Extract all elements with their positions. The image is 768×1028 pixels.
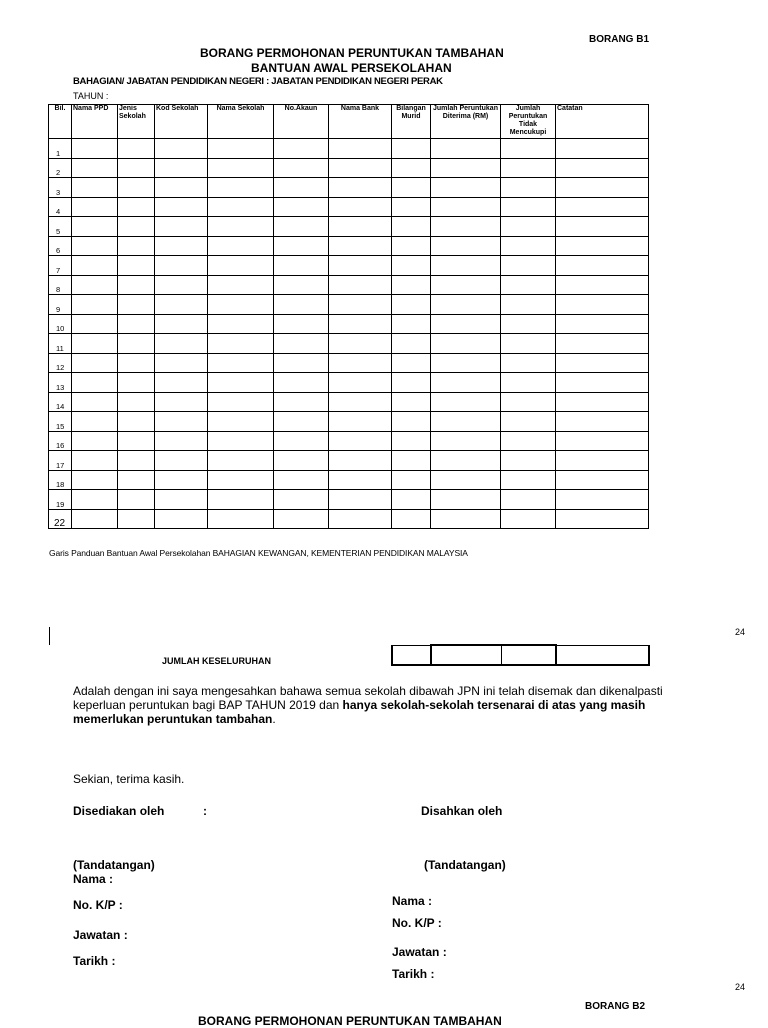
- table-cell[interactable]: [392, 217, 431, 237]
- table-cell[interactable]: [274, 412, 329, 432]
- table-cell[interactable]: [208, 236, 274, 256]
- table-cell[interactable]: [208, 217, 274, 237]
- table-row: [49, 412, 649, 432]
- table-cell[interactable]: [392, 178, 431, 198]
- table-cell[interactable]: [274, 470, 329, 490]
- table-cell[interactable]: [118, 451, 155, 471]
- table-cell[interactable]: [329, 256, 392, 276]
- page-number-2: 24: [735, 982, 746, 992]
- table-cell[interactable]: [118, 158, 155, 178]
- table-cell[interactable]: [556, 470, 649, 490]
- table-cell[interactable]: [72, 451, 118, 471]
- table-cell[interactable]: [392, 392, 431, 412]
- row-number: 11: [49, 334, 72, 354]
- form-title-line2: BANTUAN AWAL PERSEKOLAHAN: [251, 61, 452, 75]
- table-cell[interactable]: [155, 139, 208, 159]
- table-cell[interactable]: [274, 334, 329, 354]
- row-number: 15: [49, 412, 72, 432]
- column-header: Bilangan Murid: [392, 105, 431, 139]
- total-cell-catatan[interactable]: [556, 645, 649, 665]
- table-cell[interactable]: [392, 451, 431, 471]
- table-cell[interactable]: [431, 509, 501, 529]
- table-cell[interactable]: [72, 295, 118, 315]
- table-cell[interactable]: [274, 256, 329, 276]
- row-number: 16: [49, 431, 72, 451]
- table-cell[interactable]: [501, 392, 556, 412]
- table-cell[interactable]: [556, 334, 649, 354]
- row-number: 18: [49, 470, 72, 490]
- column-header: Bil.: [49, 105, 72, 139]
- table-cell[interactable]: [392, 197, 431, 217]
- row-number: 1: [49, 139, 72, 159]
- table-cell[interactable]: [274, 197, 329, 217]
- declaration-end: .: [272, 712, 276, 726]
- table-cell[interactable]: [556, 412, 649, 432]
- table-cell[interactable]: [208, 139, 274, 159]
- table-cell[interactable]: [556, 353, 649, 373]
- total-table: [391, 644, 650, 666]
- form-code-2: BORANG B2: [585, 1001, 646, 1012]
- table-cell[interactable]: [118, 314, 155, 334]
- table-cell[interactable]: [274, 509, 329, 529]
- table-cell[interactable]: [208, 470, 274, 490]
- table-cell[interactable]: [274, 158, 329, 178]
- next-form-title: BORANG PERMOHONAN PERUNTUKAN TAMBAHAN: [198, 1014, 502, 1028]
- table-cell[interactable]: [155, 158, 208, 178]
- approved-by-label: Disahkan oleh: [421, 804, 503, 818]
- closing-text: Sekian, terima kasih.: [73, 772, 185, 786]
- table-cell[interactable]: [501, 314, 556, 334]
- table-cell[interactable]: [329, 412, 392, 432]
- table-cell[interactable]: [556, 217, 649, 237]
- table-cell[interactable]: [208, 373, 274, 393]
- table-cell[interactable]: [155, 509, 208, 529]
- table-cell[interactable]: [155, 412, 208, 432]
- table-cell[interactable]: [274, 431, 329, 451]
- table-cell[interactable]: [118, 412, 155, 432]
- table-cell[interactable]: [72, 490, 118, 510]
- table-cell[interactable]: [556, 178, 649, 198]
- left-position-label: Jawatan :: [73, 928, 128, 942]
- table-cell[interactable]: [208, 197, 274, 217]
- table-cell[interactable]: [155, 431, 208, 451]
- table-cell[interactable]: [72, 158, 118, 178]
- table-cell[interactable]: [431, 451, 501, 471]
- prepared-by-label: Disediakan oleh: [73, 804, 165, 818]
- right-name-label: Nama :: [392, 894, 433, 908]
- table-cell[interactable]: [556, 490, 649, 510]
- table-cell[interactable]: [118, 509, 155, 529]
- table-cell[interactable]: [72, 509, 118, 529]
- table-cell[interactable]: [501, 158, 556, 178]
- table-cell[interactable]: [118, 256, 155, 276]
- table-cell[interactable]: [329, 178, 392, 198]
- table-cell[interactable]: [118, 334, 155, 354]
- table-cell[interactable]: [431, 158, 501, 178]
- table-cell[interactable]: [155, 178, 208, 198]
- table-cell[interactable]: [329, 392, 392, 412]
- table-cell[interactable]: [72, 217, 118, 237]
- total-cell-murid[interactable]: [392, 645, 431, 665]
- table-cell[interactable]: [501, 139, 556, 159]
- right-date-label: Tarikh :: [392, 967, 435, 981]
- table-row: [49, 178, 649, 198]
- total-label: JUMLAH KESELURUHAN: [162, 656, 272, 666]
- table-row: [49, 334, 649, 354]
- table-cell[interactable]: [501, 470, 556, 490]
- table-cell[interactable]: [274, 236, 329, 256]
- table-cell[interactable]: [155, 373, 208, 393]
- table-cell[interactable]: [329, 470, 392, 490]
- table-cell[interactable]: [431, 314, 501, 334]
- table-cell[interactable]: [118, 139, 155, 159]
- table-cell[interactable]: [118, 275, 155, 295]
- table-cell[interactable]: [72, 334, 118, 354]
- table-cell[interactable]: [501, 275, 556, 295]
- table-row: [49, 217, 649, 237]
- table-cell[interactable]: [556, 158, 649, 178]
- table-cell[interactable]: [208, 158, 274, 178]
- table-cell[interactable]: [431, 334, 501, 354]
- application-table: [48, 104, 649, 529]
- table-cell[interactable]: [72, 256, 118, 276]
- table-cell[interactable]: [208, 392, 274, 412]
- table-cell[interactable]: [155, 451, 208, 471]
- table-cell[interactable]: [329, 197, 392, 217]
- table-cell[interactable]: [392, 490, 431, 510]
- table-cell[interactable]: [501, 509, 556, 529]
- table-cell[interactable]: [556, 509, 649, 529]
- row-number: 2: [49, 158, 72, 178]
- table-cell[interactable]: [392, 236, 431, 256]
- declaration-bold-text: hanya sekolah-sekolah tersenarai di atas yang masih memerlukan peruntukan tambahan: [73, 698, 646, 726]
- table-cell[interactable]: [208, 431, 274, 451]
- table-cell[interactable]: [208, 256, 274, 276]
- table-cell[interactable]: [392, 158, 431, 178]
- department-line: BAHAGIAN/ JABATAN PENDIDIKAN NEGERI : JABATAN PENDIDIKAN NEGERI PERAK: [73, 76, 443, 87]
- table-cell[interactable]: [329, 158, 392, 178]
- table-row: [49, 431, 649, 451]
- table-row: [49, 353, 649, 373]
- table-cell[interactable]: [392, 509, 431, 529]
- table-cell[interactable]: [431, 197, 501, 217]
- table-cell[interactable]: [72, 373, 118, 393]
- table-cell[interactable]: [392, 314, 431, 334]
- table-cell[interactable]: [556, 295, 649, 315]
- left-signature-label: (Tandatangan): [73, 858, 155, 872]
- table-cell[interactable]: [501, 353, 556, 373]
- table-cell[interactable]: [329, 431, 392, 451]
- form-code: BORANG B1: [589, 34, 650, 45]
- table-cell[interactable]: [118, 353, 155, 373]
- table-cell[interactable]: [72, 392, 118, 412]
- table-cell[interactable]: [274, 451, 329, 471]
- table-cell[interactable]: [155, 392, 208, 412]
- table-cell[interactable]: [72, 431, 118, 451]
- table-cell[interactable]: [329, 139, 392, 159]
- table-row: [49, 256, 649, 276]
- table-cell[interactable]: [431, 217, 501, 237]
- table-cell[interactable]: [329, 236, 392, 256]
- text-cursor: [49, 627, 50, 645]
- table-row: [49, 373, 649, 393]
- right-signature-label: (Tandatangan): [424, 858, 506, 872]
- row-number: 19: [49, 490, 72, 510]
- table-cell[interactable]: [329, 217, 392, 237]
- table-cell[interactable]: [556, 275, 649, 295]
- row-number: 3: [49, 178, 72, 198]
- year-label: TAHUN :: [73, 91, 109, 101]
- declaration-text: Adalah dengan ini saya mengesahkan bahawa semua sekolah dibawah JPN ini telah disemak dan dikenalpasti keperluan peruntukan bagi BAP TAHUN 2019 dan: [73, 684, 663, 712]
- table-cell[interactable]: [431, 178, 501, 198]
- table-cell[interactable]: [208, 490, 274, 510]
- table-cell[interactable]: [118, 431, 155, 451]
- table-cell[interactable]: [72, 197, 118, 217]
- table-cell[interactable]: [431, 353, 501, 373]
- table-cell[interactable]: [392, 334, 431, 354]
- table-cell[interactable]: [72, 314, 118, 334]
- right-ic-label: No. K/P :: [392, 916, 442, 930]
- table-cell[interactable]: [274, 275, 329, 295]
- table-cell[interactable]: [155, 256, 208, 276]
- table-cell[interactable]: [72, 139, 118, 159]
- table-row: [49, 275, 649, 295]
- row-number: 9: [49, 295, 72, 315]
- table-cell[interactable]: [208, 314, 274, 334]
- table-cell[interactable]: [72, 236, 118, 256]
- table-cell[interactable]: [431, 236, 501, 256]
- table-cell[interactable]: [392, 373, 431, 393]
- table-cell[interactable]: [274, 217, 329, 237]
- table-cell[interactable]: [329, 295, 392, 315]
- table-cell[interactable]: [501, 256, 556, 276]
- table-cell[interactable]: [155, 353, 208, 373]
- row-number: 4: [49, 197, 72, 217]
- table-body: [49, 139, 649, 529]
- table-cell[interactable]: [501, 431, 556, 451]
- table-cell[interactable]: [118, 295, 155, 315]
- table-header-row: [49, 105, 649, 139]
- table-cell[interactable]: [392, 470, 431, 490]
- table-cell[interactable]: [274, 314, 329, 334]
- table-row: [49, 139, 649, 159]
- table-cell[interactable]: [155, 295, 208, 315]
- row-number: 10: [49, 314, 72, 334]
- table-cell[interactable]: [72, 275, 118, 295]
- table-cell[interactable]: [274, 392, 329, 412]
- table-row: [49, 509, 649, 529]
- table-cell[interactable]: [329, 334, 392, 354]
- row-number: 12: [49, 353, 72, 373]
- column-header: Kod Sekolah: [155, 105, 208, 139]
- table-cell[interactable]: [431, 392, 501, 412]
- total-cell-diterima[interactable]: [431, 645, 501, 665]
- table-cell[interactable]: [274, 139, 329, 159]
- table-cell[interactable]: [501, 178, 556, 198]
- table-cell[interactable]: [431, 470, 501, 490]
- total-row: [392, 645, 649, 665]
- table-cell[interactable]: [118, 490, 155, 510]
- right-position-label: Jawatan :: [392, 945, 447, 959]
- table-cell[interactable]: [274, 353, 329, 373]
- left-date-label: Tarikh :: [73, 954, 116, 968]
- table-cell[interactable]: [431, 373, 501, 393]
- table-cell[interactable]: [431, 295, 501, 315]
- page-number: 24: [735, 627, 746, 637]
- table-cell[interactable]: [501, 412, 556, 432]
- column-header: Nama Sekolah: [208, 105, 274, 139]
- row-number: 6: [49, 236, 72, 256]
- table-cell[interactable]: [556, 256, 649, 276]
- column-header: No.Akaun: [274, 105, 329, 139]
- table-cell[interactable]: [208, 412, 274, 432]
- footer-note: Garis Panduan Bantuan Awal Persekolahan BAHAGIAN KEWANGAN, KEMENTERIAN PENDIDIKAN MALAYSIA: [49, 548, 468, 558]
- table-cell[interactable]: [431, 431, 501, 451]
- table-row: [49, 490, 649, 510]
- table-row: [49, 295, 649, 315]
- table-cell[interactable]: [274, 490, 329, 510]
- total-cell-tidak-mencukupi[interactable]: [501, 645, 556, 665]
- table-cell[interactable]: [72, 470, 118, 490]
- table-cell[interactable]: [155, 275, 208, 295]
- table-cell[interactable]: [118, 178, 155, 198]
- declaration-paragraph: [73, 684, 713, 726]
- table-cell[interactable]: [501, 490, 556, 510]
- table-cell[interactable]: [208, 295, 274, 315]
- table-cell[interactable]: [155, 470, 208, 490]
- left-name-label: Nama :: [73, 872, 114, 886]
- table-cell[interactable]: [329, 353, 392, 373]
- table-cell[interactable]: [72, 412, 118, 432]
- column-header: Nama PPD: [72, 105, 118, 139]
- table-cell[interactable]: [208, 178, 274, 198]
- row-number: 17: [49, 451, 72, 471]
- table-cell[interactable]: [118, 373, 155, 393]
- table-cell[interactable]: [392, 431, 431, 451]
- column-header: Jumlah Peruntukan Diterima (RM): [431, 105, 501, 139]
- table-cell[interactable]: [274, 178, 329, 198]
- table-cell[interactable]: [118, 470, 155, 490]
- table-cell[interactable]: [329, 275, 392, 295]
- row-number: 7: [49, 256, 72, 276]
- table-cell[interactable]: [501, 236, 556, 256]
- table-cell[interactable]: [155, 314, 208, 334]
- left-ic-label: No. K/P :: [73, 898, 123, 912]
- table-cell[interactable]: [556, 236, 649, 256]
- prepared-by-colon: :: [203, 804, 207, 818]
- table-cell[interactable]: [155, 334, 208, 354]
- table-cell[interactable]: [208, 334, 274, 354]
- table-cell[interactable]: [274, 295, 329, 315]
- table-cell[interactable]: [431, 490, 501, 510]
- table-cell[interactable]: [329, 373, 392, 393]
- row-number: 5: [49, 217, 72, 237]
- table-cell[interactable]: [329, 490, 392, 510]
- table-row: [49, 236, 649, 256]
- table-cell[interactable]: [208, 451, 274, 471]
- column-header: Jumlah Peruntukan Tidak Mencukupi: [501, 105, 556, 139]
- table-cell[interactable]: [274, 373, 329, 393]
- table-cell[interactable]: [501, 295, 556, 315]
- column-header: Catatan: [556, 105, 649, 139]
- table-cell[interactable]: [208, 509, 274, 529]
- row-number: 13: [49, 373, 72, 393]
- table-cell[interactable]: [431, 256, 501, 276]
- table-cell[interactable]: [392, 353, 431, 373]
- table-row: [49, 197, 649, 217]
- table-cell[interactable]: [501, 451, 556, 471]
- table-cell[interactable]: [431, 139, 501, 159]
- table-cell[interactable]: [556, 431, 649, 451]
- table-row: [49, 158, 649, 178]
- table-cell[interactable]: [118, 197, 155, 217]
- table-row: [49, 314, 649, 334]
- table-cell[interactable]: [155, 197, 208, 217]
- table-cell[interactable]: [392, 275, 431, 295]
- table-cell[interactable]: [556, 392, 649, 412]
- row-number: 22: [49, 509, 72, 529]
- table-cell[interactable]: [118, 392, 155, 412]
- table-cell[interactable]: [431, 275, 501, 295]
- column-header: Jenis Sekolah: [118, 105, 155, 139]
- table-cell[interactable]: [501, 334, 556, 354]
- table-row: [49, 451, 649, 471]
- table-cell[interactable]: [392, 139, 431, 159]
- table-cell[interactable]: [208, 275, 274, 295]
- table-cell[interactable]: [556, 451, 649, 471]
- table-cell[interactable]: [155, 490, 208, 510]
- table-cell[interactable]: [72, 178, 118, 198]
- table-cell[interactable]: [329, 509, 392, 529]
- table-cell[interactable]: [556, 373, 649, 393]
- table-cell[interactable]: [501, 373, 556, 393]
- table-cell[interactable]: [72, 353, 118, 373]
- table-cell[interactable]: [556, 139, 649, 159]
- row-number: 8: [49, 275, 72, 295]
- table-row: [49, 470, 649, 490]
- table-cell[interactable]: [501, 217, 556, 237]
- table-cell[interactable]: [392, 295, 431, 315]
- table-row: [49, 392, 649, 412]
- table-cell[interactable]: [329, 314, 392, 334]
- form-title-line1: BORANG PERMOHONAN PERUNTUKAN TAMBAHAN: [200, 46, 504, 60]
- table-cell[interactable]: [118, 236, 155, 256]
- table-cell[interactable]: [431, 412, 501, 432]
- table-cell[interactable]: [155, 217, 208, 237]
- table-cell[interactable]: [208, 353, 274, 373]
- column-header: Nama Bank: [329, 105, 392, 139]
- table-cell[interactable]: [118, 217, 155, 237]
- row-number: 14: [49, 392, 72, 412]
- table-cell[interactable]: [501, 197, 556, 217]
- table-cell[interactable]: [155, 236, 208, 256]
- table-cell[interactable]: [392, 412, 431, 432]
- table-cell[interactable]: [556, 314, 649, 334]
- table-cell[interactable]: [392, 256, 431, 276]
- table-cell[interactable]: [556, 197, 649, 217]
- table-cell[interactable]: [329, 451, 392, 471]
